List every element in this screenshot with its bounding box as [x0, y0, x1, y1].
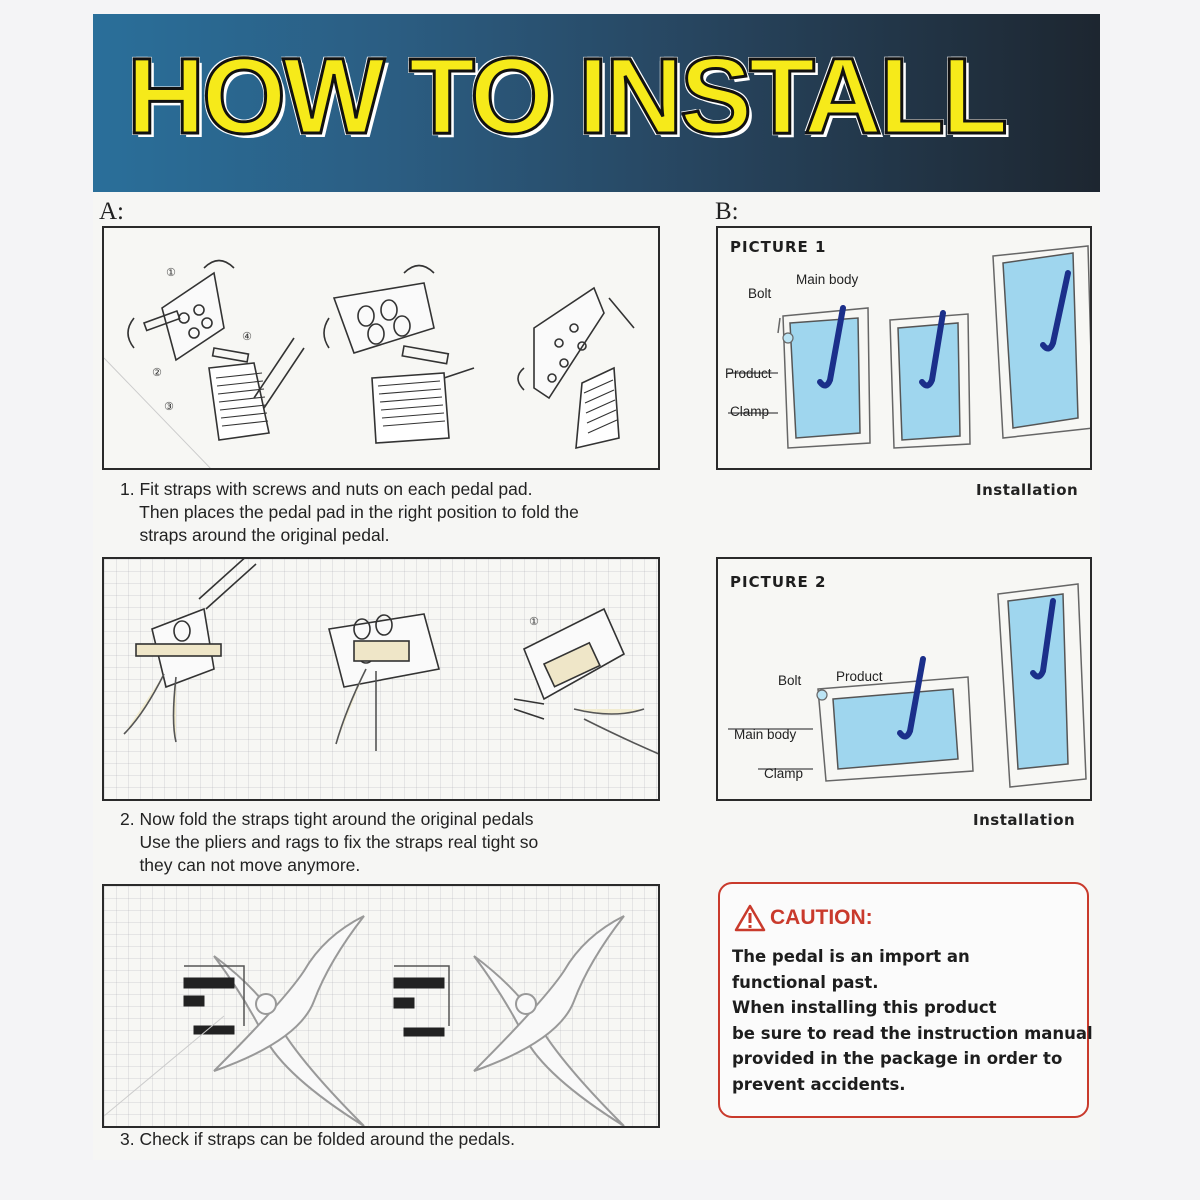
step-3-caption: 3. Check if straps can be folded around the pedals. [120, 1129, 515, 1149]
product-label: Product [725, 366, 772, 381]
page-title: HOW TO INSTALL [127, 35, 1005, 156]
caution-text: The pedal is an import an functional past. When installing this product be sure to read the instruction manual provided in the package in order to prevent accidents. [732, 947, 1093, 1094]
picture-1-footer: Installation [976, 481, 1079, 499]
clamp-label: Clamp [764, 766, 804, 781]
marker-1: ① [529, 615, 539, 628]
clamp-label: Clamp [730, 404, 770, 419]
section-a-label: A: [99, 198, 124, 225]
bolt-label: Bolt [748, 286, 772, 301]
picture-2-title: PICTURE 2 [730, 573, 827, 591]
caution-header [734, 904, 873, 932]
pedal-pad-strap-diagram [104, 228, 660, 470]
warning-triangle-icon [734, 904, 766, 932]
step-3-illustration [102, 884, 660, 1128]
main-body-label: Main body [796, 272, 859, 287]
step-2-caption: 2. Now fold the straps tight around the original pedals Use the pliers and rags to fix the straps real tight so they can not move anymore. [120, 809, 539, 875]
caution-title: CAUTION: [770, 906, 873, 929]
instruction-sheet [93, 14, 1100, 1160]
caution-box [718, 882, 1093, 1118]
product-label: Product [836, 669, 883, 684]
main-body-label: Main body [734, 727, 797, 742]
marker-4: ④ [242, 330, 252, 343]
marker-1: ① [166, 266, 176, 279]
picture-1-panel [716, 226, 1092, 470]
step-2-illustration [102, 557, 660, 801]
picture-2-footer: Installation [973, 811, 1076, 829]
picture-2-panel [716, 557, 1092, 801]
pliers-check-diagram [104, 886, 660, 1128]
step-1-caption: 1. Fit straps with screws and nuts on each pedal pad. Then places the pedal pad in the right position to fold the straps around the original pedal. [120, 479, 579, 545]
picture-2-diagram [718, 559, 1092, 801]
bolt-label: Bolt [778, 673, 802, 688]
marker-2: ② [152, 366, 162, 379]
picture-1-title: PICTURE 1 [730, 238, 827, 256]
pliers-folding-diagram [104, 559, 660, 801]
title-banner [93, 14, 1100, 192]
section-b-label: B: [715, 198, 739, 225]
marker-3: ③ [164, 400, 174, 413]
picture-1-diagram [718, 228, 1092, 470]
step-1-illustration [102, 226, 660, 470]
